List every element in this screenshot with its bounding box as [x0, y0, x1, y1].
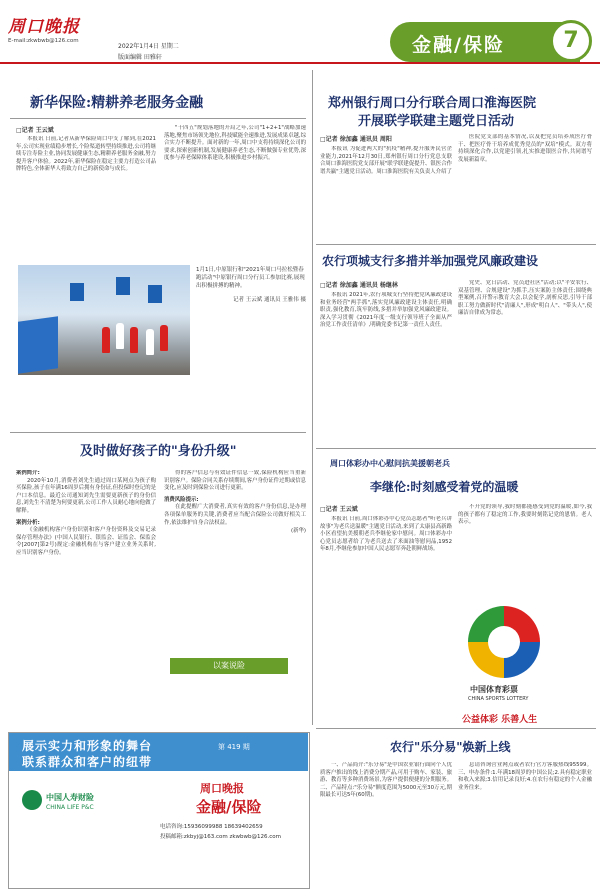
article-body-identity-col2: 得的客户信息与有效证件信息一致,保险机构应当重新识别客户。保险合同关系存续期间,客户身份证件过期或信息变化,应及时到保险公司进行更新。 消费风险提示: 在此提醒广大消费者,真实有效的客户身份信息,是办理各项保单服务的关键,消费者应当配合保险公司做好相关工作,依法维护自身合法权益。 (新华): [164, 470, 306, 535]
article-body-annuity-col2: "十四五"规划落地的开局之年,公司"1+2+1"战略加速落地,聚焦市场领先地位,科技赋能全速推进,发展成果卓越,综合实力不断提升。面对新的一年,周口中支将持续深化公司的要求,探索创新机制,发展健康养老生态,不断做强专业优势,深度参与养老保障体系建设,积极推进乡村振兴。: [164, 125, 306, 162]
china-life-logo-icon: [22, 790, 42, 810]
article-title-xiangcheng: 农行项城支行多措并举加强党风廉政建设: [322, 254, 539, 268]
ad-company-cn: 中国人寿财险: [46, 793, 94, 802]
byline-hospital: □记者 徐加鑫 通讯员 周阳: [320, 136, 392, 143]
editor-credits: 版面编辑 田雅轩: [118, 54, 162, 61]
ad-phones: 电话咨询:15936099988 18639402659: [160, 824, 263, 830]
section-rule: [316, 244, 596, 245]
article-title-hospital-line2: 开展联学联建主题党日活动: [358, 114, 515, 129]
section-rule: [316, 728, 596, 729]
article-body-xiangcheng-col1: 本报讯 2021年,农行项城支行坚持把党风廉政建设和业务经营"两手抓",落实党风廉政建设主体责任,明确职责,强化教育,筑牢防线,多措并举加强党风廉政建设。深入学习贯彻《2021年度一级支行领导班子全面从严治党工作责任清单》,明确党委书记第一责任人责任。: [320, 292, 452, 329]
ad-slogan-line2: 联系群众和客户的纽带: [22, 755, 153, 769]
article-body-lijilun-col2: 不开党的领导,我时刻都能感受到党的温暖,如今,我的孩子都有了稳定的工作,我要时刻铭记党的恩情。老人表示。: [458, 504, 592, 526]
article-kicker-lijilun: 周口体彩办中心慰问抗美援朝老兵: [330, 459, 450, 468]
article-body-hospital-col2: 医院党支部的基本情况,以及把党员培养成医疗骨干、把医疗骨干培养成优秀党员的"双培"模式。双方将持续深化合作,以党建引领,扎实推进银医合作,共同谱写发展新篇章。: [458, 134, 592, 163]
title-rule: [10, 118, 306, 119]
case-column-label: 以案说险: [170, 658, 288, 674]
article-body-identity-col1: 案例简介: 2020年10月,消费者刘先生通过周口某网点为孩子购买保险,孩子在年满16周岁后拥有身份证,但投保时登记的是户口本信息。最近公司通知刘先生需要更新孩子的身份信息,刘先生不清楚为何要更新,公司工作人员耐心地向他做了解释。 案例分析: 《金融机构客户身份识别和客户身份资料及交易记录保存管理办法》(中国人民银行、银监会、证监会、保监会令[2007]第2号)规定:金融机构在与客户建立业务关系时,应当识别客户身份。: [16, 470, 156, 556]
column-divider: [312, 70, 313, 725]
ad-slogan-line1: 展示实力和形象的舞台: [22, 739, 153, 753]
ad-company-en: CHINA LIFE P&C: [46, 804, 94, 811]
section-title: 金融/保险: [412, 34, 505, 56]
issue-date: 2022年1月4日 星期二: [118, 43, 179, 50]
ad-paper-name: 周口晚报: [200, 782, 244, 795]
article-title-lefenyi: 农行"乐分易"焕新上线: [390, 740, 511, 754]
article-title-hospital-line1: 郑州银行周口分行联合周口淮海医院: [328, 96, 537, 111]
article-body-xiangcheng-col2: 党史、党日活动、党员进社区"活动;以"平安农行、双基管理、合规建设"为抓手,压实案防主体责任;围绕典型案例,召开警示教育大会,以会促学,剖析反思,引导干部职工努力做新时代"清廉人",形成"明白人"、"带头人",使廉洁自律成为常态。: [458, 280, 592, 317]
section-rule: [10, 432, 306, 433]
masthead-email: E-mail:zkwbwb@126.com: [8, 38, 79, 44]
photo-caption: 1月1日,中原银行和"2021年周口马拉松暨春跑活动"中原银行周口分行员工参加比赛,展现出积极拼搏的精神。 记者 王云斌 通讯员 王雅伟 摄: [196, 267, 306, 303]
marathon-photo: [18, 265, 190, 375]
page-number: 7: [550, 20, 592, 62]
header-divider: [0, 62, 600, 64]
article-body-hospital-col1: 本报讯 为促进两大的"抗疫"精神,提升服务民营企业能力,2021年12月30日,郑州银行周口分行党总支联合周口淮海医院党支部开展"联学联建促提升、银医合作谱共赢"主题党日活动。周口淮海医院有关负责人介绍了: [320, 146, 452, 175]
article-title-identity: 及时做好孩子的"身份升级": [80, 444, 237, 459]
photo-credit: 记者 王云斌 通讯员 王雅伟 摄: [233, 297, 306, 303]
lottery-name-cn: 中国体育彩票: [470, 685, 518, 694]
ad-issue-number: 第 419 期: [218, 743, 250, 751]
lottery-name-en: CHINA SPORTS LOTTERY: [468, 696, 529, 702]
ad-email: 投稿邮箱:zkbyj@163.com zkwbwb@126.com: [160, 834, 281, 840]
byline-xiangcheng: □记者 徐加鑫 通讯员 杨继林: [320, 282, 398, 289]
article-body-lijilun-col1: 本报讯 日前,周口体彩办中心党员志愿者"听老兵讲故事"为老兵送温暖"主题党日活动,来到了太康县高新路小区看望抗美援朝老兵李继伦家中慰问。周口体彩办中心党员志愿者给了为老兵送去了米面油等慰问品,1952年8月,李继伦参加中国人民志愿军奔赴朝鲜战场。: [320, 516, 452, 553]
masthead-title: 周口晚报: [8, 17, 80, 37]
ad-section-name: 金融/保险: [196, 798, 262, 816]
article-body-lefenyi-col1: 一、产品简介:"乐分易"是中国农业银行面向个人优质客户推出的线上消费分期产品,可用于购车、家装、旅游、教育等多种消费场景,为客户提供便捷的分期服务。二、产品特点:"乐分易"额度范围为5000元至30万元,期限最长可达5年(60期)。: [320, 762, 452, 799]
byline-annuity: □记者 王云斌: [16, 127, 54, 134]
sports-lottery-logo-center: [488, 626, 520, 658]
article-body-lefenyi-col2: 息请咨询营业网点或者农行官方客服热线95599。三、申办条件:1.年满18周岁的中国公民;2.具有稳定职业和收入来源;3.信用记录良好;4.在农行有稳定的个人金融业务往来。: [458, 762, 592, 791]
byline-lijilun: □记者 王云斌: [320, 506, 358, 513]
section-rule: [316, 448, 596, 449]
article-body-annuity-col1: 本报讯 日前,记者从新华保险周口中支了解到,在2021年,公司实现业绩稳步增长,个险渠道转型持续推进,公司将继续专注寿险主业,协同发展健康生态,精耕养老服务金融,努力提升客户体验。2022年,新华保险在稳定主要力打造公司品牌特色,全体新华人将致力自己的新使命与成长。: [16, 136, 156, 173]
article-title-lijilun: 李继伦:时刻感受着党的温暖: [370, 480, 519, 494]
article-title-annuity: 新华保险:精耕养老服务金融: [30, 95, 204, 111]
lottery-slogan: 公益体彩 乐善人生: [462, 715, 538, 725]
